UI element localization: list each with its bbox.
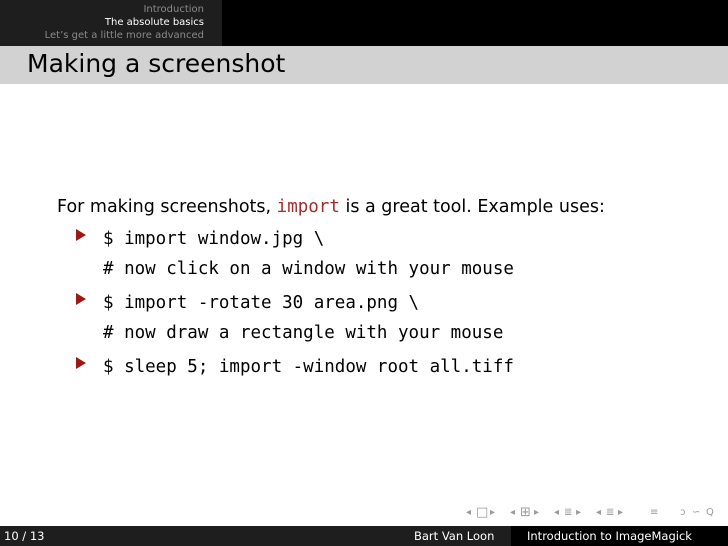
document-icon[interactable]: ≣ — [606, 507, 615, 518]
frame-next-icon[interactable]: ▸ — [490, 507, 496, 518]
search-forward-icon[interactable]: ∽ — [692, 507, 701, 518]
triangle-bullet-icon — [76, 293, 86, 305]
frame-title: Making a screenshot — [27, 49, 286, 78]
frame-prev-icon[interactable]: ◂ — [466, 507, 472, 518]
section-link-more-advanced[interactable]: Let’s get a little more advanced — [44, 30, 204, 41]
code-line: $ import window.jpg \ — [103, 229, 325, 249]
author-name: Bart Van Loon — [414, 529, 495, 543]
subsection-next-icon[interactable]: ▸ — [534, 507, 540, 518]
example-list — [57, 224, 605, 382]
code-line: $ import -rotate 30 area.png \ — [103, 293, 420, 313]
code-line: $ sleep 5; import -window root all.tiff — [103, 357, 514, 377]
section-link-introduction[interactable]: Introduction — [143, 4, 204, 15]
intro-text-before: For making screenshots, — [57, 197, 272, 217]
section-prev-icon[interactable]: ◂ — [554, 507, 560, 518]
frame-icon[interactable]: □ — [476, 505, 489, 520]
list-item — [57, 352, 605, 382]
footer — [0, 526, 728, 546]
section-next-icon[interactable]: ▸ — [576, 507, 582, 518]
talk-title: Introduction to ImageMagick — [527, 529, 692, 543]
code-line: # now draw a rectangle with your mouse — [103, 323, 504, 343]
search-back-icon[interactable]: ᴐ — [680, 507, 686, 518]
page-number: 10 / 13 — [4, 529, 45, 543]
header-navigation — [0, 0, 728, 46]
section-icon[interactable]: ≣ — [564, 507, 573, 518]
subsection-icon[interactable]: ⊞ — [520, 505, 531, 520]
intro-code-import: import — [276, 197, 340, 217]
triangle-bullet-icon — [76, 229, 86, 241]
section-link-absolute-basics[interactable]: The absolute basics — [104, 17, 204, 28]
navigation-symbols — [466, 504, 728, 522]
triangle-bullet-icon — [76, 357, 86, 369]
frame-title-bar — [0, 46, 728, 84]
footer-left-panel — [0, 526, 366, 546]
code-line: # now click on a window with your mouse — [103, 259, 514, 279]
intro-text-after: is a great tool. Example uses: — [345, 197, 605, 217]
header-right-panel — [222, 0, 728, 46]
document-prev-icon[interactable]: ◂ — [596, 507, 602, 518]
list-item — [57, 288, 605, 348]
align-icon[interactable]: ≡ — [650, 507, 659, 518]
document-next-icon[interactable]: ▸ — [618, 507, 624, 518]
subsection-prev-icon[interactable]: ◂ — [510, 507, 516, 518]
slide-body — [57, 194, 605, 382]
zoom-icon[interactable]: Q — [706, 507, 714, 518]
list-item — [57, 224, 605, 284]
intro-text — [57, 194, 605, 220]
section-navigation — [0, 0, 222, 46]
